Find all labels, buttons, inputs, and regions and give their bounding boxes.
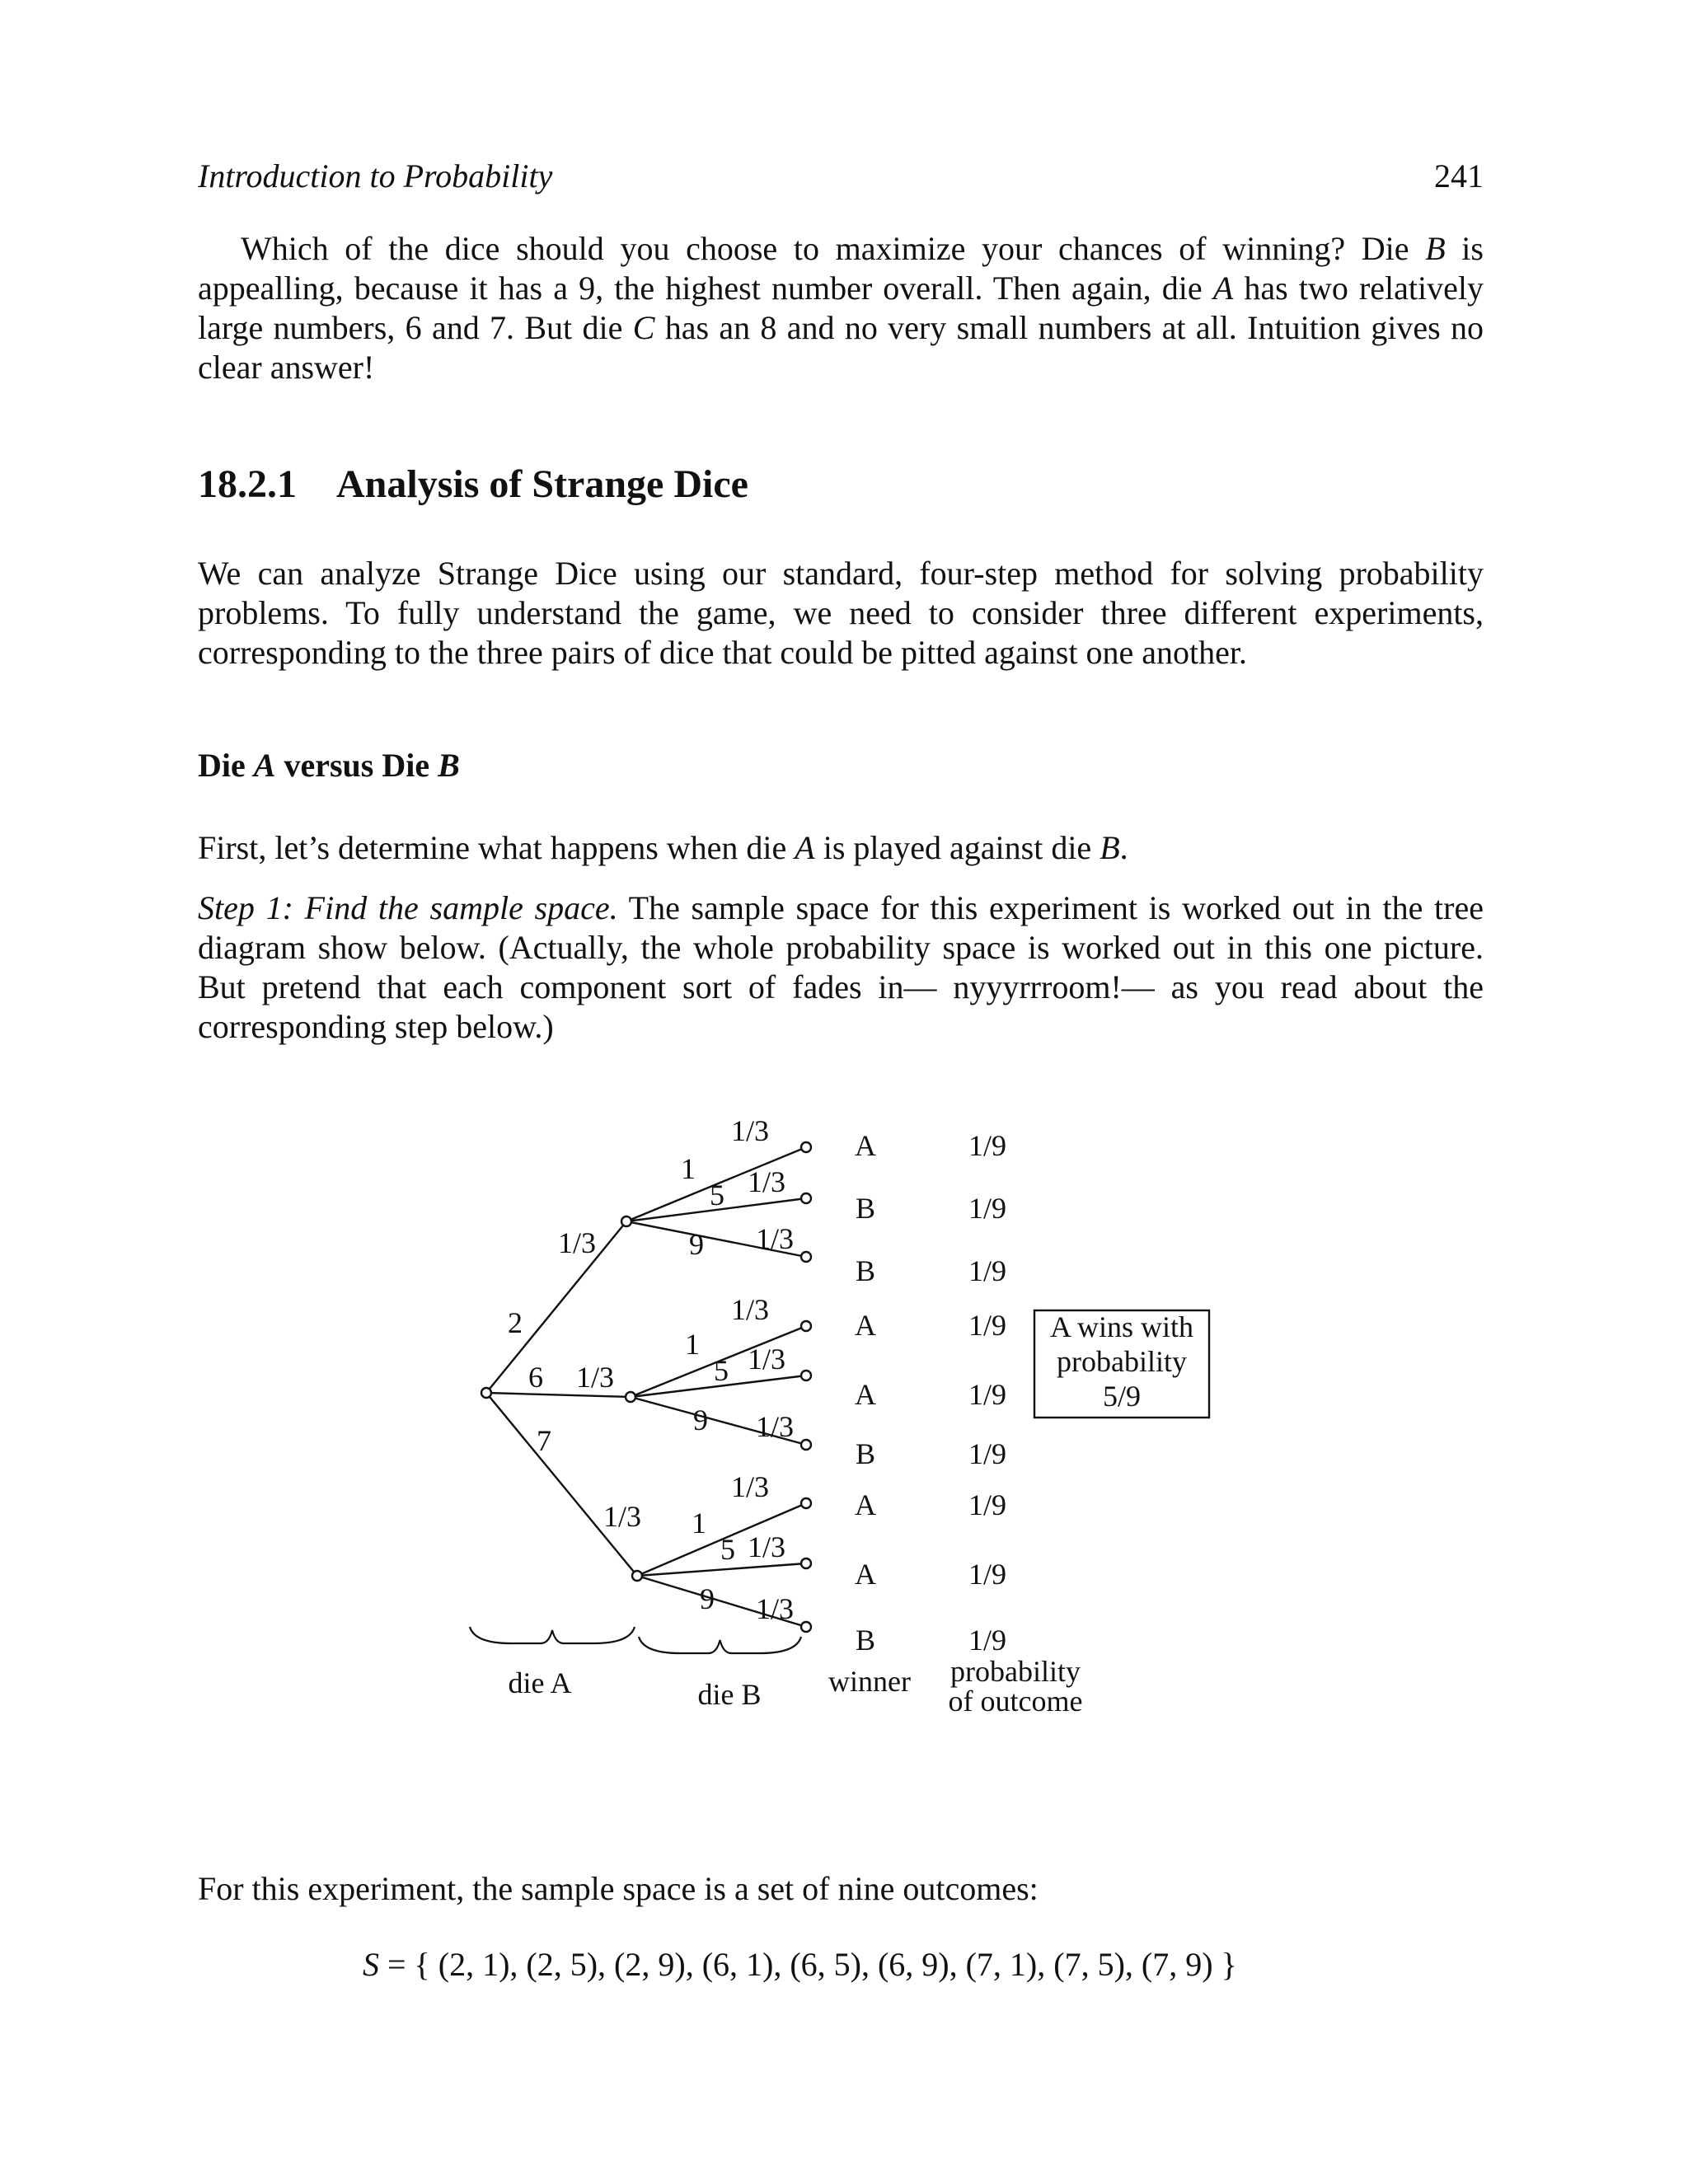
die-a-prob-label: 1/3 — [575, 1361, 615, 1394]
summary-box-text: 5/9 — [1102, 1380, 1142, 1413]
outcomes-paragraph: For this experiment, the sample space is a set of nine outcomes: — [198, 1870, 1039, 1907]
outcome-probability: 1/9 — [968, 1558, 1007, 1591]
die-a-prob-label: 1/3 — [603, 1500, 642, 1533]
die-b-value-label: 5 — [720, 1533, 735, 1566]
section-number: 18.2.1 — [198, 462, 297, 506]
die-a-outcome-node — [632, 1571, 642, 1581]
outcome-winner: A — [855, 1488, 876, 1521]
outcome-node — [801, 1622, 811, 1632]
die-b-value-label: 5 — [710, 1179, 724, 1212]
outcome-winner: B — [855, 1437, 876, 1470]
die-a-label: die A — [508, 1666, 572, 1699]
outcome-probability: 1/9 — [968, 1129, 1007, 1162]
outcome-node — [801, 1252, 811, 1262]
outcome-winner: B — [855, 1192, 876, 1225]
die-b-value-label: 1 — [685, 1328, 700, 1361]
sample-space-equation: S = { (2, 1), (2, 5), (2, 9), (6, 1), (6, 5), (6, 9), (7, 1), (7, 5), (7, 9) } — [363, 1946, 1237, 1983]
die-b-prob-label: 1/3 — [730, 1293, 770, 1326]
section-paragraph: We can analyze Strange Dice using our standard, four-step method for solving probability problems. To fully understand the game, we need to consider three different experiments, corresponding to the three pairs of dice that could be pitted against one another. — [198, 555, 1484, 671]
die-a-value-label: 6 — [528, 1361, 543, 1394]
die-a-prob-label: 1/3 — [557, 1226, 597, 1259]
die-a-brace — [470, 1627, 635, 1643]
die-b-prob-label: 1/3 — [755, 1592, 795, 1625]
die-a-outcome-node — [621, 1216, 631, 1226]
die-a-outcome-node — [626, 1392, 635, 1402]
outcome-winner: A — [855, 1129, 876, 1162]
outcome-node — [801, 1440, 811, 1450]
outcome-winner: B — [855, 1624, 876, 1657]
die-b-prob-label: 1/3 — [747, 1165, 786, 1198]
outcome-probability: 1/9 — [968, 1378, 1007, 1411]
root-node — [481, 1388, 491, 1398]
die-a-branch-7 — [486, 1393, 637, 1576]
outcome-probability: 1/9 — [968, 1437, 1007, 1470]
outcome-winner: B — [855, 1254, 876, 1287]
outcome-probability: 1/9 — [968, 1254, 1007, 1287]
outcome-node — [801, 1321, 811, 1331]
die-a-value-label: 7 — [537, 1424, 551, 1457]
subsection-heading: Die A versus Die B — [198, 747, 460, 784]
book-title: Introduction to Probability — [198, 157, 553, 194]
die-b-label: die B — [697, 1678, 762, 1711]
die-b-prob-label: 1/3 — [730, 1470, 770, 1503]
tree-labels — [508, 1114, 1193, 1718]
outcome-probability: 1/9 — [968, 1309, 1007, 1342]
intro-paragraph: Which of the dice should you choose to maximize your chances of winning? Die B is appealling, because it has a 9, the highest number overall. Then again, die A has two relatively large numbers, 6 and 7. But die C has an 8 and no very small numbers at all. Intuition gives no clear answer! — [198, 230, 1484, 386]
outcome-node — [801, 1498, 811, 1508]
summary-box-text: probability — [1057, 1345, 1187, 1378]
die-b-prob-label: 1/3 — [755, 1410, 795, 1443]
die-b-prob-label: 1/3 — [730, 1114, 770, 1147]
summary-box-text: A wins with — [1049, 1310, 1194, 1343]
page-number: 241 — [1434, 157, 1484, 194]
outcome-winner: A — [855, 1378, 876, 1411]
die-a-value-label: 2 — [508, 1306, 523, 1339]
die-b-value-label: 9 — [693, 1404, 708, 1436]
die-b-value-label: 1 — [692, 1507, 706, 1540]
tree-branches — [470, 1142, 1209, 1653]
probability-label-line2: of outcome — [948, 1685, 1083, 1718]
die-b-value-label: 9 — [700, 1582, 715, 1615]
step-label: Step 1: Find the sample space. — [198, 889, 618, 926]
outcome-probability: 1/9 — [968, 1624, 1007, 1657]
first-paragraph: First, let’s determine what happens when die A is played against die B. — [198, 829, 1128, 866]
die-b-brace — [639, 1637, 801, 1653]
die-b-value-label: 5 — [714, 1354, 729, 1387]
die-b-prob-label: 1/3 — [755, 1222, 795, 1255]
outcome-probability: 1/9 — [968, 1192, 1007, 1225]
die-b-value-label: 9 — [689, 1228, 704, 1261]
outcome-node — [801, 1142, 811, 1152]
outcome-winner: A — [855, 1558, 876, 1591]
outcome-node — [801, 1558, 811, 1568]
winner-label: winner — [828, 1665, 911, 1698]
outcome-winner: A — [855, 1309, 876, 1342]
die-b-prob-label: 1/3 — [747, 1343, 786, 1376]
section-title: Analysis of Strange Dice — [336, 462, 748, 506]
probability-label-line1: probability — [950, 1655, 1081, 1688]
outcome-node — [801, 1371, 811, 1380]
outcome-probability: 1/9 — [968, 1488, 1007, 1521]
die-b-value-label: 1 — [681, 1152, 696, 1185]
step-paragraph: Step 1: Find the sample space. The sample space for this experiment is worked out in the tree diagram show below. (Actually, the whole probability space is worked out in this one picture. But pretend that each component sort of fades in— nyyyrrroom!— as you read about the corresponding step below.) — [198, 889, 1484, 1045]
die-b-prob-label: 1/3 — [747, 1530, 786, 1563]
outcome-node — [801, 1193, 811, 1203]
